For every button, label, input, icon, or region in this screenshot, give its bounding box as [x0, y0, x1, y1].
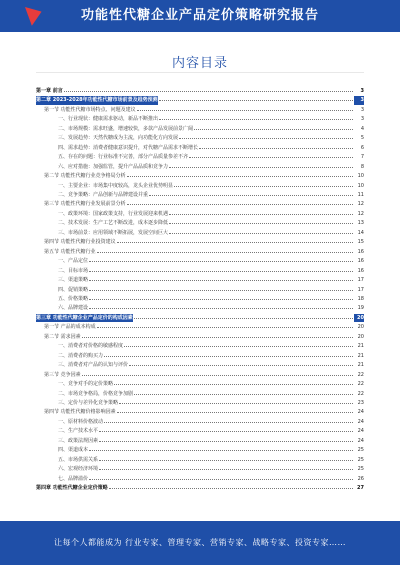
toc-leader-dots [127, 171, 353, 177]
toc-page-number: 5 [360, 135, 364, 142]
toc-page-number: 10 [357, 182, 364, 189]
toc-entry[interactable] [36, 247, 364, 256]
toc-leader-dots [99, 426, 353, 432]
toc-entry[interactable] [36, 285, 364, 294]
toc-entry[interactable] [36, 341, 364, 350]
toc-entry[interactable] [36, 483, 364, 492]
toc-leader-dots [189, 152, 353, 158]
toc-leader-dots [99, 436, 353, 442]
toc-entry-label: 二、生产技术水平 [58, 428, 99, 435]
toc-leader-dots [99, 455, 353, 461]
toc-entry-label: 七、品牌溢价 [58, 475, 89, 482]
toc-leader-dots [174, 181, 353, 187]
toc-entry-label: 第三章 功能性代糖企业产品定价的构成因素 [36, 314, 133, 321]
toc-leader-dots [89, 256, 353, 262]
toc-entry[interactable] [36, 237, 364, 246]
toc-entry-label: 二、目标市场 [58, 267, 89, 274]
toc-page-number: 6 [360, 144, 364, 151]
toc-leader-dots [89, 445, 353, 451]
toc-page-number: 10 [357, 173, 364, 180]
toc-page-number: 25 [357, 456, 364, 463]
toc-entry[interactable] [36, 379, 364, 388]
toc-entry[interactable] [36, 95, 364, 104]
toc-entry[interactable] [36, 275, 364, 284]
toc-leader-dots [169, 209, 353, 215]
toc-entry-label: 第二节 功能性代糖行业竞争格局分析 [44, 173, 126, 180]
toc-page-number: 22 [357, 381, 364, 388]
toc-entry-label: 三、市场前景：应用领域不断拓展，发展空间巨大 [58, 229, 169, 236]
toc-entry[interactable] [36, 389, 364, 398]
toc-entry-label: 四、渠道成本 [58, 447, 89, 454]
toc-entry-label: 二、市场竞争格局，价格竞争加剧 [58, 390, 134, 397]
toc-entry-label: 第四节 功能性代糖价格影响因素 [44, 409, 116, 416]
toc-entry[interactable] [36, 114, 364, 123]
toc-page-number: 8 [360, 163, 364, 170]
toc-leader-dots [64, 86, 353, 92]
toc-leader-dots [99, 464, 353, 470]
toc-leader-dots [119, 398, 353, 404]
toc-entry-label: 第三节 竞争因素 [44, 371, 81, 378]
toc-entry[interactable] [36, 332, 364, 341]
toc-leader-dots [109, 483, 353, 489]
toc-entry[interactable] [36, 417, 364, 426]
toc-page-number: 25 [357, 447, 364, 454]
toc-entry[interactable] [36, 303, 364, 312]
toc-entry[interactable] [36, 294, 364, 303]
toc-entry-label: 一、行业现状：健康需求驱动，新品不断推出 [58, 116, 159, 123]
footer-bar [0, 521, 400, 565]
toc-leader-dots [137, 105, 353, 111]
toc-page-number: 12 [357, 201, 364, 208]
toc-entry[interactable] [36, 162, 364, 171]
toc-leader-dots [89, 474, 353, 480]
toc-entry[interactable] [36, 143, 364, 152]
toc-page-number: 4 [360, 125, 364, 132]
toc-leader-dots [97, 322, 353, 328]
toc-leader-dots [134, 389, 353, 395]
toc-entry-label: 二、竞争策略：产品创新与品牌建设并重 [58, 191, 149, 198]
toc-leader-dots [129, 360, 353, 366]
toc-entry-label: 五、市场供需关系 [58, 456, 99, 463]
toc-leader-dots [194, 124, 353, 130]
toc-leader-dots [89, 303, 353, 309]
toc-page-number: 12 [357, 210, 364, 217]
toc-page-number: 22 [357, 390, 364, 397]
toc-entry-label: 三、政策法规因素 [58, 437, 99, 444]
toc-entry-label: 第二节 需求因素 [44, 333, 81, 340]
toc-leader-dots [117, 407, 353, 413]
toc-page-number: 7 [360, 154, 364, 161]
toc-page-number: 21 [357, 343, 364, 350]
toc-page-number: 3 [360, 106, 364, 113]
toc-entry-label: 一、原材料价格波动 [58, 418, 104, 425]
toc-leader-dots [199, 143, 353, 149]
toc-entry[interactable] [36, 426, 364, 435]
toc-page-number: 25 [357, 466, 364, 473]
toc-entry-label: 一、主要企业：市场集中度较高，龙头企业优势明显 [58, 182, 174, 189]
toc-page-number: 16 [357, 248, 364, 255]
toc-entry-label: 第一章 前言 [36, 88, 63, 94]
toc-entry-label: 第四章 功能性代糖企业定价策略 [36, 485, 108, 492]
toc-entry-label: 第五节 功能性代糖行业 [44, 248, 96, 255]
toc-entry-label: 第一节 功能性代糖市场特点、问题及建议 [44, 106, 136, 113]
toc-entry-label: 二、市场规模：需求旺盛，增速较快，多款产品发展前景广阔 [58, 125, 194, 132]
toc-entry-label: 四、需求趋势：消费者健康意识提升，对代糖产品需求不断增长 [58, 144, 199, 151]
toc-entry-label: 六、宏观经济环境 [58, 466, 99, 473]
toc-entry[interactable] [36, 105, 364, 114]
toc-entry[interactable] [36, 313, 364, 322]
toc-entry[interactable] [36, 445, 364, 454]
header-bar [0, 0, 400, 32]
toc-entry-label: 三、消费者对产品的认知与评价 [58, 362, 129, 369]
toc-page-number: 18 [357, 295, 364, 302]
toc-leader-dots [82, 332, 353, 338]
toc-entry[interactable] [36, 370, 364, 379]
toc-leader-dots [114, 379, 353, 385]
toc-entry[interactable] [36, 256, 364, 265]
toc-entry[interactable] [36, 133, 364, 142]
toc-entry[interactable] [36, 209, 364, 218]
toc-leader-dots [159, 95, 353, 101]
toc-page-number: 24 [357, 409, 364, 416]
toc-entry-label: 第四节 功能性代糖行业投资建议 [44, 239, 116, 246]
toc-entry-label: 六、应对措施：加强监管，提升产品品质和竞争力 [58, 163, 169, 170]
toc-title: 内容目录 [171, 56, 228, 71]
toc-entry-label: 一、竞争对手的定价策略 [58, 381, 114, 388]
toc-page-number: 26 [357, 475, 364, 482]
toc-entry[interactable] [36, 124, 364, 133]
toc-leader-dots [169, 218, 353, 224]
toc-page-number: 11 [357, 191, 364, 198]
table-of-contents [36, 86, 364, 496]
toc-page-number: 16 [357, 258, 364, 265]
toc-page-number: 3 [360, 88, 364, 94]
toc-leader-dots [124, 341, 353, 347]
toc-entry-label: 一、消费者对价格的敏感程度 [58, 343, 124, 350]
toc-entry-label: 六、品牌建设 [58, 305, 89, 312]
toc-entry[interactable] [36, 181, 364, 190]
toc-page-number: 24 [357, 418, 364, 425]
toc-entry[interactable] [36, 228, 364, 237]
toc-entry-label: 第三节 功能性代糖行业发展前景分析 [44, 201, 126, 208]
toc-entry-label: 第二章 2023-2028年功能性代糖市场前景及趋势预测 [36, 97, 158, 104]
toc-leader-dots [97, 247, 353, 253]
toc-page-number: 14 [357, 229, 364, 236]
toc-entry[interactable] [36, 199, 364, 208]
toc-entry[interactable] [36, 398, 364, 407]
toc-leader-dots [104, 351, 353, 357]
toc-entry-label: 二、消费者的购买力 [58, 352, 104, 359]
toc-entry[interactable] [36, 407, 364, 416]
toc-page-number: 23 [357, 399, 364, 406]
toc-entry-label: 一、产品定位 [58, 258, 89, 265]
toc-leader-dots [169, 162, 353, 168]
toc-page-number: 27 [357, 485, 364, 492]
toc-entry[interactable] [36, 266, 364, 275]
toc-page-number: 3 [354, 96, 364, 104]
toc-leader-dots [89, 285, 353, 291]
toc-entry-label: 二、技术发展：生产工艺不断改进，成本逐步降低 [58, 220, 169, 227]
toc-entry-label: 五、价格策略 [58, 295, 89, 302]
toc-entry[interactable] [36, 86, 364, 95]
toc-entry-label: 五、存在的问题：行业标准不完善，部分产品质量参差不齐 [58, 154, 189, 161]
toc-leader-dots [82, 370, 353, 376]
toc-page-number: 20 [357, 333, 364, 340]
toc-leader-dots [149, 190, 353, 196]
toc-entry[interactable] [36, 436, 364, 445]
toc-leader-dots [179, 133, 353, 139]
toc-page-number: 3 [360, 116, 364, 123]
toc-entry[interactable] [36, 351, 364, 360]
toc-page-number: 17 [357, 277, 364, 284]
toc-page-number: 13 [357, 220, 364, 227]
toc-entry-label: 一、政策环境：国家政策支持，行业发展迎来机遇 [58, 210, 169, 217]
toc-entry-label: 三、定价与差异化竞争策略 [58, 399, 119, 406]
toc-divider [36, 72, 364, 73]
toc-page-number: 21 [357, 362, 364, 369]
toc-page-number: 24 [357, 428, 364, 435]
toc-page-number: 24 [357, 437, 364, 444]
toc-leader-dots [104, 417, 353, 423]
toc-entry[interactable] [36, 218, 364, 227]
toc-leader-dots [169, 228, 353, 234]
toc-page-number: 20 [354, 314, 364, 322]
toc-leader-dots [159, 114, 353, 120]
toc-entry[interactable] [36, 455, 364, 464]
toc-entry[interactable] [36, 322, 364, 331]
toc-entry[interactable] [36, 360, 364, 369]
toc-page-number: 16 [357, 267, 364, 274]
toc-entry-label: 第一节 产品的成本构成 [44, 324, 96, 331]
toc-entry-label: 三、发展趋势：天然代糖成为主流，向功能化方向发展 [58, 135, 179, 142]
toc-leader-dots [89, 294, 353, 300]
toc-entry[interactable] [36, 474, 364, 483]
toc-page-number: 22 [357, 371, 364, 378]
footer-slogan: 让每个人都能成为 行业专家、管理专家、营销专家、战略专家、投资专家…… [53, 538, 347, 547]
toc-entry[interactable] [36, 190, 364, 199]
toc-page-number: 21 [357, 352, 364, 359]
toc-page-number: 15 [357, 239, 364, 246]
toc-entry[interactable] [36, 152, 364, 161]
toc-leader-dots [89, 266, 353, 272]
toc-page-number: 17 [357, 286, 364, 293]
toc-entry[interactable] [36, 171, 364, 180]
toc-page-number: 20 [357, 324, 364, 331]
toc-entry[interactable] [36, 464, 364, 473]
toc-leader-dots [134, 313, 353, 319]
toc-entry-label: 四、促销策略 [58, 286, 89, 293]
toc-leader-dots [117, 237, 353, 243]
toc-leader-dots [89, 275, 353, 281]
toc-leader-dots [127, 199, 353, 205]
toc-entry-label: 三、渠道策略 [58, 277, 89, 284]
report-title: 功能性代糖企业产品定价策略研究报告 [80, 8, 319, 23]
toc-page-number: 19 [357, 305, 364, 312]
